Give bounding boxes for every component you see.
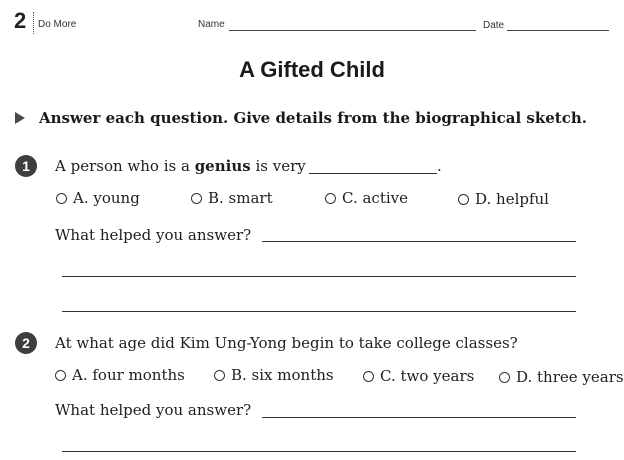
question-1-helper-label: What helped you answer?: [55, 226, 252, 244]
question-2-number: 2: [15, 332, 37, 354]
option-label: A. young: [73, 189, 140, 207]
option-label: A. four months: [72, 366, 185, 384]
question-1-blank[interactable]: [309, 173, 437, 174]
question-1-answer-line-3[interactable]: [62, 311, 576, 312]
question-1-text-before: A person who is a: [55, 157, 195, 175]
question-2-option-a[interactable]: [55, 366, 185, 384]
radio-circle-icon[interactable]: [56, 193, 67, 204]
do-more-label: Do More: [38, 19, 77, 30]
radio-circle-icon[interactable]: [55, 370, 66, 381]
question-1-option-a[interactable]: [56, 189, 140, 207]
page-title: A Gifted Child: [239, 57, 385, 82]
instruction-arrow-icon: [15, 112, 25, 124]
question-2-answer-line-1[interactable]: [262, 417, 576, 418]
question-2-option-d[interactable]: [499, 368, 624, 386]
option-label: C. active: [342, 189, 408, 207]
question-2-option-c[interactable]: [363, 367, 474, 385]
question-1-keyword: genius: [194, 157, 251, 175]
question-1-answer-line-2[interactable]: [62, 276, 576, 277]
radio-circle-icon[interactable]: [458, 194, 469, 205]
question-1-period: .: [437, 157, 442, 175]
option-label: C. two years: [380, 367, 475, 385]
page-number: 2: [14, 8, 27, 33]
question-2-helper-label: What helped you answer?: [55, 401, 252, 419]
question-2-text: At what age did Kim Ung-Yong begin to take college classes?: [55, 334, 518, 352]
radio-circle-icon[interactable]: [191, 193, 202, 204]
option-label: D. helpful: [475, 190, 549, 208]
option-label: B. six months: [231, 366, 334, 384]
header-divider: [33, 12, 34, 34]
radio-circle-icon[interactable]: [499, 372, 510, 383]
question-1-answer-line-1[interactable]: [262, 241, 576, 242]
radio-circle-icon[interactable]: [214, 370, 225, 381]
question-1-option-c[interactable]: [325, 189, 408, 207]
question-1-number: 1: [15, 155, 37, 177]
date-field[interactable]: [507, 30, 609, 31]
question-1-option-d[interactable]: [458, 190, 549, 208]
radio-circle-icon[interactable]: [325, 193, 336, 204]
question-1-option-b[interactable]: [191, 189, 273, 207]
question-2-answer-line-2[interactable]: [62, 451, 576, 452]
name-label: Name: [198, 19, 225, 30]
option-label: B. smart: [208, 189, 273, 207]
question-1-text-after: is very: [250, 157, 306, 175]
question-2-option-b[interactable]: [214, 366, 334, 384]
name-field[interactable]: [229, 30, 476, 31]
instructions: Answer each question. Give details from the biographical sketch.: [39, 109, 587, 127]
date-label: Date: [483, 20, 505, 31]
radio-circle-icon[interactable]: [363, 371, 374, 382]
option-label: D. three years: [516, 368, 624, 386]
question-1-text: [55, 157, 306, 175]
